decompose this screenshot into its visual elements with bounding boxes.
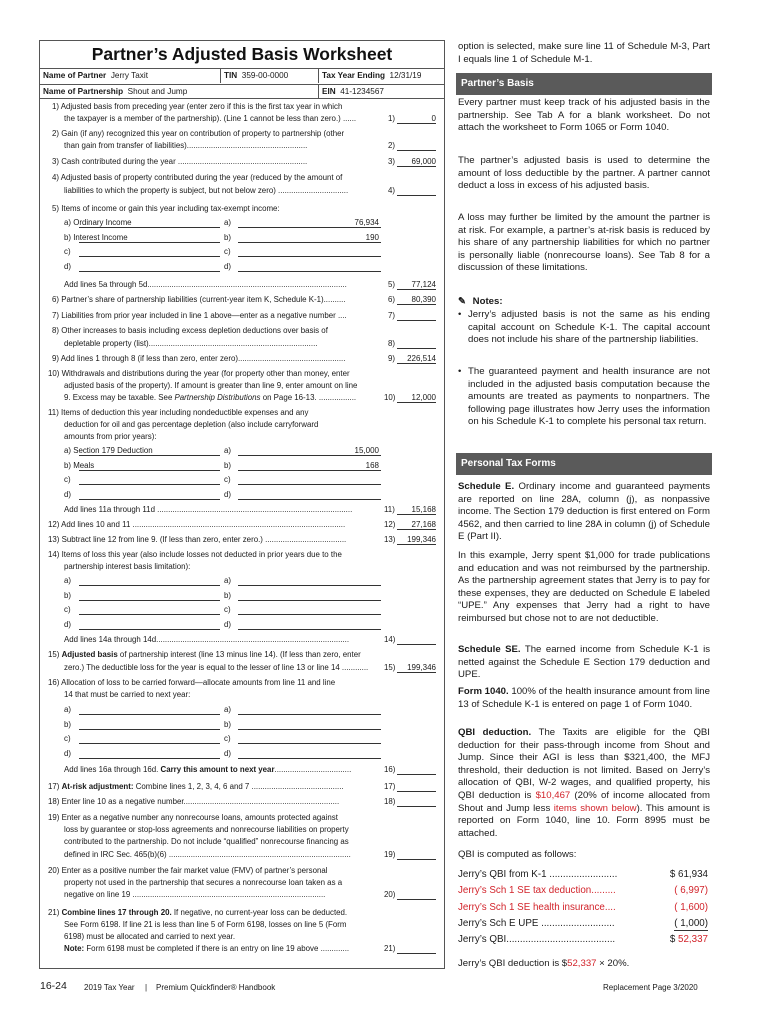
line14-item-desc-field (79, 576, 220, 586)
line13-amount: 199,346 (407, 535, 436, 544)
footer-replacement: Replacement Page 3/2020 (603, 983, 698, 992)
line16-item-desc-field (79, 720, 220, 730)
line5-item-label: d) (64, 261, 72, 271)
line16-item-amount-field (238, 720, 381, 730)
line14-item-desc-field (79, 620, 220, 630)
line5-item-amount-field (238, 262, 381, 272)
upe-paragraph: In this example, Jerry spent $1,000 for trade publications and education and was not reimbursed by the partnership. As the partnership agreement states that Jerry is to pay for these expenses, they are deducted on Schedule E labeled “UPE.” Any expenses that Jerry had a right to have reimbursed but chose not to are not deductible. (458, 550, 710, 624)
line2-text-b: than gain from transfer of liabilities)....................................................... (64, 141, 308, 150)
line5-number: 5) (388, 280, 396, 289)
line21-field (397, 944, 436, 954)
line16-item-key: a) (224, 705, 232, 714)
line10-amount: 12,000 (411, 393, 436, 402)
line21-text-b: See Form 6198. If line 21 is less than line 5 of Form 6198, losses on line 5 (Form (64, 920, 347, 929)
line18-number: 18) (384, 797, 396, 806)
line5-amount: 77,124 (411, 280, 436, 289)
qbi-row-health-ins: Jerry’s Sch 1 SE health insurance.... ( 1,600) (458, 902, 708, 913)
line14-add-text: Add lines 14a through 14d........................................................................................ (64, 635, 350, 644)
line20-number: 20) (384, 890, 396, 899)
footer-year: 2019 Tax Year (84, 983, 135, 992)
line15-text-a: 15) Adjusted basis of partnership interest (line 13 minus line 14). (If less than zero, enter (48, 650, 361, 659)
partners-basis-header: Partner’s Basis (456, 73, 712, 95)
page-number: 16-24 (40, 980, 67, 992)
line14-text-a: 14) Items of loss this year (also include losses not deducted in prior years due to the (48, 550, 342, 559)
line6-amount: 80,390 (411, 295, 436, 304)
line11-text-c: amounts from prior years): (64, 432, 157, 441)
tye-value: 12/31/19 (389, 71, 422, 80)
line16-item-key: d) (224, 748, 232, 758)
line8-text-a: 8) Other increases to basis including excess depletion deductions over basis of (52, 326, 328, 335)
line13-number: 13) (384, 535, 396, 544)
ein-label: EIN (322, 87, 336, 96)
notes-label: Notes: (472, 296, 503, 307)
worksheet-title: Partner’s Adjusted Basis Worksheet (91, 44, 393, 64)
line14-item-key: a) (224, 576, 232, 585)
line11-item-key: b) (224, 460, 232, 470)
basis-paragraph-1: Every partner must keep track of his adjusted basis in the partnership. See Tab A for a blank worksheet. Do not attach the worksheet to Form 1065 or Form 1040. (458, 97, 710, 134)
line11-number: 11) (384, 505, 395, 514)
partnership-value: Shout and Jump (127, 87, 188, 96)
line5-item-amount-field (238, 247, 381, 257)
line3-text: 3) Cash contributed during the year ........................................................... (52, 157, 308, 166)
line11-add-text: Add lines 11a through 11d ......................................................................................... (64, 505, 353, 514)
line19-text-d: defined in IRC Sec. 465(b)(6) ................................................................................... (64, 850, 351, 859)
qbi-final-line: Jerry’s QBI deduction is $52,337 × 20%. (458, 958, 630, 969)
line11-item-amount-field (238, 490, 381, 500)
qbi-computed-label: QBI is computed as follows: (458, 849, 577, 860)
line8-field (397, 339, 436, 349)
line11-item-desc-field (79, 475, 220, 485)
line20-text-c: negative on line 19 ........................................................................................ (64, 890, 326, 899)
line19-field (397, 850, 436, 860)
line2-text-a: 2) Gain (if any) recognized this year on contribution of property to partnership (other (52, 129, 345, 138)
line19-text-a: 19) Enter as a negative number any nonrecourse loans, amounts protected against (48, 813, 338, 822)
personal-tax-forms-header: Personal Tax Forms (456, 453, 712, 475)
line14-item-key: b) (224, 590, 232, 600)
footer-book-title: Premium Quickfinder® Handbook (156, 983, 276, 992)
qbi-row-se-tax: Jerry’s Sch 1 SE tax deduction......... ( 6,997) (458, 885, 708, 896)
line18-field (397, 797, 436, 807)
tye-label: Tax Year Ending (322, 71, 385, 80)
line10-text-a: 10) Withdrawals and distributions during the year (for property other than money, enter (48, 369, 350, 378)
basis-paragraph-3: A loss may further be limited by the amount the partner is at risk. For example, a partner’s at-risk basis is reduced by his share of any partnership liabilities for which no partner is personally liable (nonrecourse loans). See Tab 8 for a discussion of these limitations. (458, 212, 710, 274)
note-1: • Jerry’s adjusted basis is not the same as his ending capital account on Schedule K-1. The capital account does not include his share of the partnership liabilities. (458, 309, 710, 346)
line16-number: 16) (384, 765, 396, 774)
line16-item-key: c) (224, 734, 231, 744)
line19-text-b: loss by guarantee or stop-loss agreements and nonrecourse liabilities on property (64, 825, 349, 834)
line5-item-desc-field (79, 218, 220, 228)
line8-text-b: depletable property (list)............................................................................. (64, 339, 318, 348)
line21-text-d: Note: Form 6198 must be completed if there is an entry on line 19 above ............. (64, 944, 350, 953)
schedule-se-paragraph: Schedule SE. The earned income from Schedule K-1 is netted against the Schedule E Section 179 deduction and UPE. (458, 644, 710, 681)
line7-text: 7) Liabilities from prior year included in line 1 above—enter as a negative number .... (52, 311, 347, 320)
line16-text-b: 14 that must be carried to next year: (64, 690, 191, 699)
line16-item-amount-field (238, 749, 381, 759)
line17-field (397, 782, 436, 792)
line4-number: 4) (388, 186, 396, 195)
line16-field (397, 765, 436, 775)
line6-number: 6) (388, 295, 396, 304)
form-1040-paragraph: Form 1040. 100% of the health insurance amount from line 13 of Schedule K-1 is entered on page 1 of Form 1040. (458, 686, 710, 710)
line16-item-desc-field (79, 734, 220, 744)
line11-item-amount: 15,000 (354, 446, 379, 455)
line8-number: 8) (388, 339, 396, 348)
line14-item-label: c) (64, 605, 71, 615)
line21-text-c: 6198) must be allocated and carried to next year. (64, 932, 236, 941)
line3-number: 3) (388, 157, 396, 166)
line11-item-key: c) (224, 475, 231, 485)
line2-field (397, 141, 436, 151)
line6-text: 6) Partner’s share of partnership liabilities (current-year item K, Schedule K-1).......... (52, 295, 346, 304)
line17-number: 17) (384, 782, 396, 791)
line21-text-a: 21) Combine lines 17 through 20. If negative, no current-year loss can be deducted. (48, 908, 348, 917)
line5-item-label: c) (64, 247, 71, 257)
line14-field (397, 635, 436, 645)
line14-item-label: d) (64, 619, 72, 629)
qbi-row-upe: Jerry’s Sch E UPE ........................... ( 1,000) (458, 918, 708, 929)
line15-text-b: zero.) The deductible loss for the year is equal to the lesser of line 13 or line 14 ............ (64, 663, 369, 672)
line1-number: 1) (388, 114, 396, 123)
line5-item-label: b) Interest Income (64, 232, 128, 242)
line11-item-desc-field (79, 461, 220, 471)
line16-item-amount-field (238, 734, 381, 744)
line11-amount: 15,168 (411, 505, 436, 514)
line5-item-key: d) (224, 261, 232, 271)
line5-item-desc-field (79, 262, 220, 272)
partner-label: Name of Partner (43, 71, 107, 80)
schedule-e-paragraph: Schedule E. Ordinary income and guaranteed payments are reported on line 28A, column (j), as nonpassive income. The Section 179 deduction is first entered on Form 4562, and then carried to line 28A in column (j) of Schedule E (Part II). (458, 481, 710, 543)
line4-text-a: 4) Adjusted basis of property contributed during the year (reduced by the amount of (52, 173, 343, 182)
line14-item-amount-field (238, 620, 381, 630)
line1-text-a: 1) Adjusted basis from preceding year (enter zero if this is the first tax year in which (52, 102, 343, 111)
line11-item-key: a) (224, 446, 232, 455)
qbi-row-k1: Jerry’s QBI from K-1 ......................... $ 61,934 (458, 869, 708, 880)
line5-item-desc-field (79, 247, 220, 257)
line11-text-b: deduction for oil and gas percentage depletion (also include carryforward (64, 420, 319, 429)
line12-number: 12) (384, 520, 396, 529)
line14-number: 14) (384, 635, 396, 644)
line20-text-a: 20) Enter as a positive number the fair market value (FMV) of partner’s personal (48, 866, 328, 875)
line11-item-label: c) (64, 475, 71, 485)
line19-number: 19) (384, 850, 396, 859)
line14-text-b: partnership interest basis limitation): (64, 562, 191, 571)
line7-field (397, 311, 436, 321)
line5-item-label: a) Ordinary Income (64, 218, 132, 227)
line14-item-amount-field (238, 591, 381, 601)
line18-text: 18) Enter line 10 as a negative number....................................................................... (48, 797, 340, 806)
notes-heading (458, 296, 710, 309)
line4-text-b: liabilities to which the property is subject, but not below zero) ................................ (64, 186, 349, 195)
line16-item-desc-field (79, 705, 220, 715)
line10-text-b: adjusted basis of the property). If amount is greater than line 9, enter amount on line (64, 381, 358, 390)
line15-number: 15) (384, 663, 396, 672)
line5-item-key: a) (224, 218, 232, 227)
line16-item-label: a) (64, 705, 72, 714)
line11-item-desc-field (79, 446, 220, 456)
line5-item-amount: 76,934 (354, 218, 379, 227)
line19-text-c: contributed to the partnership. Do not include “qualified” nonrecourse financing as (64, 837, 349, 846)
line9-amount: 226,514 (407, 354, 436, 363)
line14-item-key: d) (224, 619, 232, 629)
footer-separator: | (145, 983, 148, 992)
line20-field (397, 890, 436, 900)
line11-item-key: d) (224, 489, 232, 499)
line10-text-c: 9. Excess may be taxable. See Partnership Distributions on Page 16-13. ................. (64, 393, 357, 402)
header-row-partnership (40, 84, 444, 99)
basis-paragraph-2: The partner’s adjusted basis is used to determine the amount of loss deductible by the partner. A partner cannot deduct a loss in excess of his adjusted basis. (458, 155, 710, 192)
line16-item-label: c) (64, 734, 71, 744)
header-row-partner (40, 68, 444, 82)
line16-text-a: 16) Allocation of loss to be carried forward—allocate amounts from line 11 and line (48, 678, 336, 687)
qbi-paragraph: QBI deduction. The Taxits are eligible for the QBI deduction for their pass-through income from Shout and Jump. Since their AGI is less than $321,400, the MFJ threshold, their deduction is not limited. Based on Jerry’s allocation of QBI, W-2 wages, and qualified property, his QBI deduction is $10,467 (20% of income allocated from Shout and Jump less items shown below). This amount is reported on Form 1040, line 10. Form 8995 must be attached. (458, 727, 710, 839)
line15-amount: 199,346 (407, 663, 436, 672)
line14-item-desc-field (79, 605, 220, 615)
line5-item-amount: 190 (365, 232, 379, 242)
line5-item-desc-field (79, 233, 220, 243)
line9-number: 9) (388, 354, 396, 363)
line16-item-desc-field (79, 749, 220, 759)
line14-item-amount-field (238, 605, 381, 615)
line2-number: 2) (388, 141, 396, 150)
pencil-icon: ✎ (458, 296, 467, 307)
line3-amount: 69,000 (411, 157, 436, 166)
intro-paragraph: option is selected, make sure line 11 of Schedule M-3, Part I equals line 1 of Schedule M-1. (458, 41, 710, 65)
line14-item-label: a) (64, 576, 72, 585)
tin-label: TIN (224, 71, 238, 80)
line12-amount: 27,168 (411, 520, 436, 529)
line10-number: 10) (384, 393, 396, 402)
line14-item-key: c) (224, 605, 231, 615)
line20-text-b: property not used in the partnership that secures a nonrecourse loan taken as a (64, 878, 343, 887)
line14-item-label: b) (64, 590, 72, 600)
line11-text-a: 11) Items of deduction this year including nondeductible expenses and any (48, 408, 309, 417)
line11-item-desc-field (79, 490, 220, 500)
line11-item-amount: 168 (365, 460, 379, 470)
line13-text: 13) Subtract line 12 from line 9. (If less than zero, enter zero.) ..................................... (48, 535, 347, 544)
line7-number: 7) (388, 311, 396, 320)
line14-item-desc-field (79, 591, 220, 601)
line12-text: 12) Add lines 10 and 11 ................................................................................................. (48, 520, 346, 529)
line21-number: 21) (384, 944, 396, 953)
line16-item-amount-field (238, 705, 381, 715)
partner-value: Jerry Taxit (110, 71, 148, 80)
note-2: • The guaranteed payment and health insurance are not included in the adjusted basis computation because the amounts are treated as payments to nonpartners. The following page illustrates how Jerry uses the information on his Schedule K-1 to complete his personal tax return. (458, 366, 710, 428)
line17-text: 17) At-risk adjustment: Combine lines 1, 2, 3, 4, 6 and 7 .......................................... (48, 782, 344, 791)
ein-value: 41-1234567 (340, 87, 384, 96)
line14-item-amount-field (238, 576, 381, 586)
partnership-label: Name of Partnership (43, 87, 124, 96)
line11-item-label: b) Meals (64, 460, 95, 470)
line9-text: 9) Add lines 1 through 8 (if less than zero, enter zero)................................................. (52, 354, 346, 363)
line16-item-key: b) (224, 719, 232, 729)
line16-add-text: Add lines 16a through 16d. Carry this amount to next year................................... (64, 765, 352, 774)
qbi-row-total: Jerry’s QBI........................................ $ 52,337 (458, 934, 708, 945)
tin-value: 359-00-0000 (241, 71, 289, 80)
line1-text-b: the taxpayer is a member of the partnership). (Line 1 cannot be less than zero.) ...... (64, 114, 357, 123)
line5-item-key: c) (224, 247, 231, 257)
line11-item-label: a) Section 179 Deduction (64, 446, 153, 455)
line5-text: 5) Items of income or gain this year including tax-exempt income: (52, 204, 280, 213)
line16-item-label: b) (64, 719, 72, 729)
line5-add-text: Add lines 5a through 5d........................................................................................... (64, 280, 347, 289)
line16-item-label: d) (64, 748, 72, 758)
line11-item-label: d) (64, 489, 72, 499)
line1-amount: 0 (431, 114, 436, 123)
line5-item-key: b) (224, 232, 232, 242)
line11-item-amount-field (238, 475, 381, 485)
line4-field (397, 186, 436, 196)
